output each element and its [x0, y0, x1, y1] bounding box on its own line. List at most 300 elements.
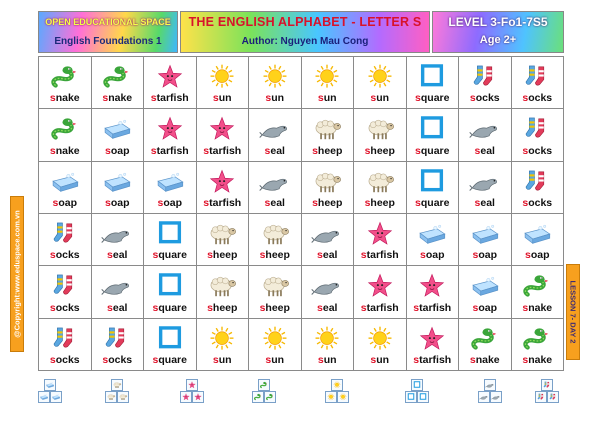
highlight-letter: s	[469, 92, 476, 105]
highlight-letter: s	[415, 92, 421, 105]
highlight-letter: s	[317, 249, 323, 262]
word-card-socks	[512, 57, 565, 109]
socks-icon	[39, 219, 91, 249]
sheep-icon	[354, 167, 406, 197]
vocabulary-grid	[38, 56, 564, 371]
highlight-letter: s	[317, 353, 324, 366]
word-label	[92, 92, 144, 104]
word-rest: eal	[322, 249, 338, 262]
word-label	[512, 249, 564, 261]
highlight-letter: s	[49, 92, 56, 105]
header-left-panel	[38, 11, 178, 53]
word-card-starfish	[407, 266, 460, 318]
highlight-letter: s	[522, 92, 529, 105]
word-label	[354, 302, 406, 314]
mini-group-square	[405, 377, 431, 407]
highlight-letter: s	[49, 301, 56, 314]
soap-icon	[459, 271, 511, 301]
word-card-sheep	[249, 214, 302, 266]
highlight-letter: s	[259, 249, 266, 262]
soap-mini-card	[44, 379, 56, 391]
highlight-letter: s	[150, 144, 157, 157]
soap-icon	[459, 219, 511, 249]
word-card-soap	[459, 214, 512, 266]
word-rest: nake	[475, 353, 500, 366]
word-label	[39, 145, 91, 157]
word-rest: un	[323, 92, 337, 105]
mini-group-seal	[478, 377, 504, 407]
socks-icon	[512, 167, 564, 197]
highlight-letter: s	[413, 301, 420, 314]
word-card-soap	[512, 214, 565, 266]
word-card-snake	[39, 109, 92, 161]
highlight-letter: s	[264, 144, 271, 157]
word-rest: heep	[265, 249, 290, 262]
word-rest: un	[376, 92, 390, 105]
word-rest: eal	[322, 301, 338, 314]
word-card-seal	[249, 109, 302, 161]
word-rest: ocks	[55, 353, 80, 366]
highlight-letter: s	[152, 249, 159, 262]
square-mini-card	[417, 391, 429, 403]
soap-icon	[92, 114, 144, 144]
word-rest: un	[218, 92, 232, 105]
highlight-letter: s	[360, 249, 367, 262]
seal-icon	[302, 271, 354, 301]
highlight-letter: s	[370, 353, 377, 366]
highlight-letter: s	[104, 144, 111, 157]
word-card-starfish	[144, 57, 197, 109]
soap-mini-card	[50, 391, 62, 403]
seal-icon	[302, 219, 354, 249]
socks-icon	[512, 114, 564, 144]
author-credit: Author: Nguyen Mau Cong	[241, 36, 369, 47]
word-label	[459, 302, 511, 314]
word-rest: quare	[420, 196, 450, 209]
word-card-seal	[92, 266, 145, 318]
word-rest: nake	[528, 301, 553, 314]
word-card-starfish	[197, 162, 250, 214]
socks-icon	[459, 62, 511, 92]
highlight-letter: s	[264, 196, 271, 209]
highlight-letter: s	[364, 196, 371, 209]
highlight-letter: s	[102, 353, 109, 366]
copyright-text: @Copyright:www.eduspace.com.vn	[12, 210, 22, 338]
square-icon	[407, 62, 459, 92]
highlight-letter: s	[413, 353, 420, 366]
word-card-snake	[512, 319, 565, 371]
sun-icon	[249, 324, 301, 354]
word-card-snake	[512, 266, 565, 318]
sheep-icon	[197, 219, 249, 249]
sun-mini-card	[325, 391, 337, 403]
highlight-letter: s	[212, 92, 219, 105]
highlight-letter: s	[312, 144, 318, 157]
age-label: Age 2+	[479, 34, 517, 46]
word-label	[407, 197, 459, 209]
word-rest: tarfish	[156, 92, 189, 105]
highlight-letter: s	[522, 144, 529, 157]
socks-icon	[92, 324, 144, 354]
word-card-sun	[354, 319, 407, 371]
word-rest: oap	[163, 196, 182, 209]
highlight-letter: s	[49, 353, 56, 366]
word-rest: nake	[55, 144, 80, 157]
lesson-label	[566, 264, 580, 360]
sun-icon	[302, 62, 354, 92]
header-level-panel	[432, 11, 564, 53]
highlight-letter: s	[360, 301, 367, 314]
highlight-letter: s	[370, 92, 377, 105]
word-card-soap	[92, 109, 145, 161]
word-card-sun	[302, 57, 355, 109]
page-title: THE ENGLISH ALPHABET - LETTER S	[188, 15, 422, 29]
word-card-sheep	[197, 266, 250, 318]
highlight-letter: s	[317, 92, 324, 105]
word-label	[512, 354, 564, 366]
square-mini-card	[411, 379, 423, 391]
lesson-text: LESSON 7- DAY 2	[568, 280, 578, 344]
word-rest: eal	[270, 196, 285, 209]
word-rest: quare	[158, 301, 187, 314]
word-label	[197, 302, 249, 314]
word-rest: oap	[110, 144, 130, 157]
word-rest: heep	[370, 144, 395, 157]
word-rest: oap	[58, 196, 77, 209]
word-rest: heep	[370, 196, 395, 209]
word-card-socks	[459, 57, 512, 109]
soap-mini-card	[38, 391, 50, 403]
word-label	[92, 145, 144, 157]
word-card-soap	[92, 162, 145, 214]
word-label	[459, 249, 511, 261]
word-rest: tarfish	[419, 301, 452, 314]
soap-icon	[144, 167, 196, 197]
word-label	[512, 302, 564, 314]
seal-icon	[459, 167, 511, 197]
snake-icon	[39, 62, 91, 92]
word-label	[144, 92, 196, 104]
word-card-sun	[197, 319, 250, 371]
word-rest: nake	[528, 353, 553, 366]
word-card-socks	[92, 319, 145, 371]
square-icon	[144, 219, 196, 249]
word-rest: nake	[108, 92, 133, 105]
word-label	[249, 145, 301, 157]
word-rest: heep	[212, 301, 238, 314]
word-card-seal	[302, 266, 355, 318]
word-rest: eal	[112, 301, 128, 314]
sun-icon	[197, 62, 249, 92]
soap-icon	[39, 167, 91, 197]
soap-icon	[92, 167, 144, 197]
sun-mini-card	[337, 391, 349, 403]
sun-icon	[354, 324, 406, 354]
highlight-letter: s	[207, 249, 213, 262]
highlight-letter: s	[522, 301, 529, 314]
word-rest: ocks	[108, 353, 133, 366]
mini-group-snake	[252, 377, 278, 407]
word-rest: un	[376, 353, 390, 366]
word-label	[197, 145, 249, 157]
mini-group-sheep	[105, 377, 131, 407]
highlight-letter: s	[472, 249, 479, 262]
word-label	[302, 302, 354, 314]
word-label	[407, 92, 459, 104]
word-label	[39, 197, 91, 209]
word-label	[302, 197, 354, 209]
soap-icon	[407, 219, 459, 249]
sheep-mini-card	[111, 379, 123, 391]
word-card-sheep	[354, 109, 407, 161]
word-card-socks	[512, 162, 565, 214]
highlight-letter: s	[415, 144, 421, 157]
seal-mini-card	[478, 391, 490, 403]
word-label	[407, 145, 459, 157]
highlight-letter: s	[265, 92, 272, 105]
word-rest: ocks	[528, 144, 553, 157]
word-label	[354, 354, 406, 366]
word-rest: ocks	[55, 301, 80, 314]
highlight-letter: s	[49, 249, 56, 262]
word-card-square	[407, 162, 460, 214]
word-rest: nake	[55, 92, 80, 105]
highlight-letter: s	[157, 196, 164, 209]
word-label	[407, 249, 459, 261]
word-label	[92, 354, 144, 366]
word-rest: oap	[478, 249, 497, 262]
word-label	[197, 354, 249, 366]
highlight-letter: s	[212, 353, 219, 366]
snake-mini-card	[258, 379, 270, 391]
word-rest: quare	[158, 249, 187, 262]
seal-icon	[249, 167, 301, 197]
course-name: English Foundations 1	[54, 36, 162, 47]
word-label	[407, 354, 459, 366]
word-rest: heep	[265, 301, 290, 314]
word-card-sun	[197, 57, 250, 109]
word-label	[197, 92, 249, 104]
highlight-letter: s	[474, 196, 481, 209]
sheep-mini-card	[105, 391, 117, 403]
word-rest: un	[271, 92, 285, 105]
starfish-mini-card	[180, 391, 192, 403]
word-label	[39, 302, 91, 314]
socks-mini-card	[547, 391, 559, 403]
sun-icon	[354, 62, 406, 92]
word-rest: tarfish	[419, 353, 452, 366]
highlight-letter: s	[207, 301, 213, 314]
highlight-letter: s	[102, 92, 109, 105]
square-icon	[144, 271, 196, 301]
word-label	[354, 249, 406, 261]
square-mini-card	[405, 391, 417, 403]
socks-mini-card	[535, 391, 547, 403]
starfish-icon	[197, 114, 249, 144]
starfish-mini-card	[192, 391, 204, 403]
highlight-letter: s	[203, 144, 210, 157]
word-label	[144, 249, 196, 261]
word-label	[92, 197, 144, 209]
word-label	[144, 354, 196, 366]
highlight-letter: s	[522, 196, 529, 209]
starfish-icon	[197, 167, 249, 197]
word-label	[459, 92, 511, 104]
word-rest: oap	[478, 301, 497, 314]
highlight-letter: s	[415, 196, 421, 209]
word-label	[249, 354, 301, 366]
socks-icon	[39, 324, 91, 354]
header-title-panel	[180, 11, 430, 53]
snake-icon	[459, 324, 511, 354]
highlight-letter: s	[317, 301, 323, 314]
snake-mini-card	[252, 391, 264, 403]
word-rest: oap	[110, 196, 130, 209]
word-label	[354, 145, 406, 157]
word-card-sheep	[302, 109, 355, 161]
word-card-square	[144, 266, 197, 318]
word-card-sun	[354, 57, 407, 109]
sheep-icon	[249, 219, 301, 249]
word-card-soap	[39, 162, 92, 214]
sun-icon	[197, 324, 249, 354]
word-card-snake	[39, 57, 92, 109]
starfish-icon	[354, 271, 406, 301]
word-card-seal	[302, 214, 355, 266]
word-label	[512, 145, 564, 157]
seal-icon	[459, 114, 511, 144]
word-rest: tarfish	[209, 144, 242, 157]
word-rest: eal	[270, 144, 285, 157]
word-rest: un	[218, 353, 232, 366]
word-label	[354, 92, 406, 104]
word-label	[302, 92, 354, 104]
snake-mini-card	[264, 391, 276, 403]
highlight-letter: s	[524, 249, 531, 262]
seal-icon	[249, 114, 301, 144]
word-card-snake	[459, 319, 512, 371]
word-label	[302, 354, 354, 366]
word-label	[144, 145, 196, 157]
word-label	[459, 145, 511, 157]
sheep-icon	[354, 114, 406, 144]
word-label	[249, 249, 301, 261]
sheep-icon	[249, 271, 301, 301]
word-rest: ocks	[528, 92, 553, 105]
word-card-starfish	[354, 266, 407, 318]
word-label	[302, 249, 354, 261]
word-label	[407, 302, 459, 314]
word-card-sheep	[197, 214, 250, 266]
org-name: OPEN EDUCATIONAL SPACE	[45, 17, 171, 27]
word-card-sun	[249, 319, 302, 371]
sheep-icon	[302, 114, 354, 144]
word-rest: quare	[420, 144, 450, 157]
word-card-square	[407, 57, 460, 109]
word-rest: tarfish	[209, 196, 242, 209]
word-card-soap	[459, 266, 512, 318]
highlight-letter: s	[265, 353, 272, 366]
word-label	[459, 354, 511, 366]
word-card-soap	[407, 214, 460, 266]
word-label	[39, 249, 91, 261]
highlight-letter: s	[152, 353, 159, 366]
highlight-letter: s	[150, 92, 157, 105]
highlight-letter: s	[259, 301, 266, 314]
word-card-socks	[39, 214, 92, 266]
word-rest: tarfish	[366, 301, 399, 314]
word-rest: oap	[425, 249, 445, 262]
word-rest: un	[323, 353, 337, 366]
word-label	[249, 197, 301, 209]
word-card-soap	[144, 162, 197, 214]
word-rest: tarfish	[366, 249, 399, 262]
sun-icon	[249, 62, 301, 92]
sun-mini-card	[331, 379, 343, 391]
highlight-letter: s	[152, 301, 159, 314]
word-card-square	[144, 214, 197, 266]
word-label	[39, 354, 91, 366]
word-card-sheep	[249, 266, 302, 318]
highlight-letter: s	[472, 301, 479, 314]
word-rest: heep	[317, 144, 343, 157]
word-label	[249, 302, 301, 314]
square-icon	[407, 167, 459, 197]
seal-mini-card	[490, 391, 502, 403]
word-rest: heep	[212, 249, 238, 262]
word-card-seal	[459, 162, 512, 214]
seal-icon	[92, 219, 144, 249]
highlight-letter: s	[474, 144, 481, 157]
snake-icon	[92, 62, 144, 92]
square-icon	[144, 324, 196, 354]
word-rest: heep	[317, 196, 343, 209]
socks-icon	[512, 62, 564, 92]
word-card-seal	[459, 109, 512, 161]
socks-icon	[39, 271, 91, 301]
word-label	[144, 197, 196, 209]
word-card-sun	[302, 319, 355, 371]
word-label	[512, 197, 564, 209]
word-rest: tarfish	[156, 144, 189, 157]
mini-group-sun	[325, 377, 351, 407]
word-label	[354, 197, 406, 209]
word-label	[197, 197, 249, 209]
word-label	[39, 92, 91, 104]
starfish-icon	[144, 62, 196, 92]
copyright-label	[10, 196, 24, 352]
word-label	[197, 249, 249, 261]
word-rest: ocks	[528, 196, 553, 209]
highlight-letter: s	[522, 353, 529, 366]
square-icon	[407, 114, 459, 144]
highlight-letter: s	[364, 144, 371, 157]
word-rest: eal	[480, 196, 495, 209]
highlight-letter: s	[104, 196, 111, 209]
word-card-starfish	[197, 109, 250, 161]
word-card-socks	[512, 109, 565, 161]
starfish-icon	[144, 114, 196, 144]
word-rest: eal	[480, 144, 495, 157]
word-card-snake	[92, 57, 145, 109]
highlight-letter: s	[107, 301, 113, 314]
highlight-letter: s	[107, 249, 113, 262]
word-card-sun	[249, 57, 302, 109]
word-rest: ocks	[55, 249, 80, 262]
word-label	[249, 92, 301, 104]
mini-group-soap	[38, 377, 64, 407]
word-label	[92, 302, 144, 314]
